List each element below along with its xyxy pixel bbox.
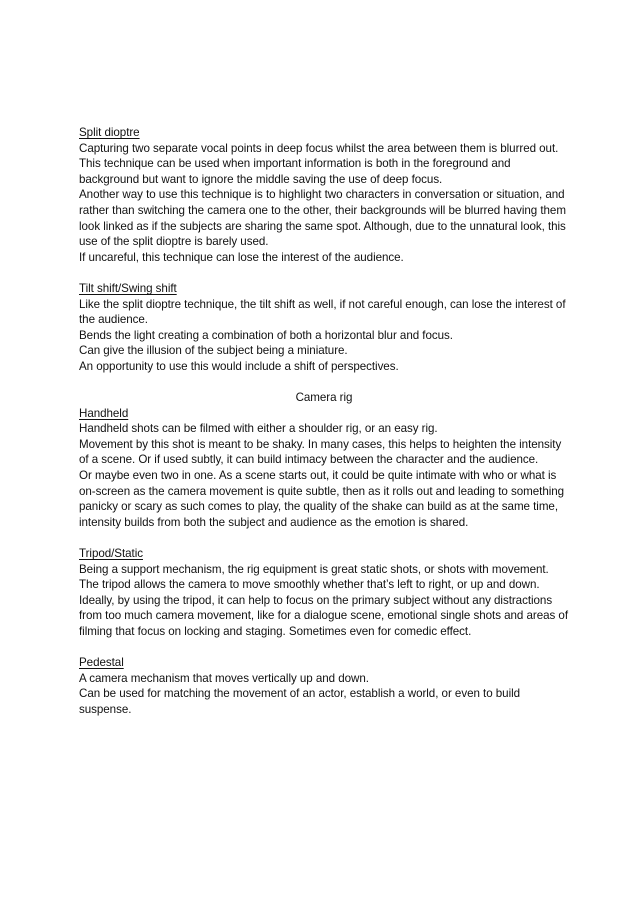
- spacer: [79, 375, 569, 391]
- section-tilt-shift: [79, 281, 569, 375]
- section-heading: Tilt shift/Swing shift: [79, 281, 177, 295]
- section-pedestal: [79, 655, 569, 717]
- spacer: [79, 530, 569, 546]
- paragraph: A camera mechanism that moves vertically up and down.: [79, 671, 369, 685]
- paragraph: Like the split dioptre technique, the tilt shift as well, if not careful enough, can lose the interest of the audience.: [79, 297, 566, 327]
- paragraph: This technique can be used when important information is both in the foreground and background but want to ignore the middle saving the use of deep focus.: [79, 157, 511, 186]
- paragraph: Can give the illusion of the subject being a miniature.: [79, 344, 348, 358]
- spacer: [79, 265, 569, 281]
- paragraph: Or maybe even two in one. As a scene starts out, it could be quite intimate with who or what is on-screen as the camera movement is quite subtle, then as it rolls out and leading to something panicky or scary as such comes to play, the quality of the shake can build as at the same time, intensity builds from both the subject and audience as the emotion is shared.: [79, 469, 565, 529]
- paragraph: Capturing two separate vocal points in deep focus whilst the area between them is blurred out.: [79, 141, 559, 155]
- section-handheld: [79, 406, 569, 531]
- section-heading: Split dioptre: [79, 126, 140, 139]
- paragraph: Can be used for matching the movement of an actor, establish a world, or even to build suspense.: [79, 687, 521, 716]
- document-page: [79, 125, 569, 718]
- paragraph: Ideally, by using the tripod, it can help to focus on the primary subject without any distractions from too much camera movement, like for a dialogue scene, emotional single shots and areas of filming that focus on locking and staging. Sometimes even for comedic effect.: [79, 593, 568, 638]
- paragraph: Bends the light creating a combination of both a horizontal blur and focus.: [79, 328, 453, 342]
- section-heading: Tripod/Static: [79, 547, 143, 561]
- spacer: [79, 640, 569, 656]
- page-subtitle-camera-rig: Camera rig: [295, 391, 353, 405]
- paragraph: An opportunity to use this would include a shift of perspectives.: [79, 359, 399, 373]
- section-tripod-static: [79, 546, 569, 640]
- paragraph: Movement by this shot is meant to be shaky. In many cases, this helps to heighten the intensity of a scene. Or if used subtly, it can build intimacy between the character and the audience.: [79, 437, 562, 467]
- paragraph: If uncareful, this technique can lose the interest of the audience.: [79, 250, 404, 264]
- paragraph: Handheld shots can be filmed with either a shoulder rig, or an easy rig.: [79, 422, 438, 436]
- paragraph: Being a support mechanism, the rig equipment is great static shots, or shots with movement.: [79, 562, 549, 576]
- paragraph: The tripod allows the camera to move smoothly whether that’s left to right, or up and down.: [79, 578, 540, 592]
- section-heading: Pedestal: [79, 656, 124, 670]
- paragraph: Another way to use this technique is to highlight two characters in conversation or situation, and rather than switching the camera one to the other, their backgrounds will be blurred having them look linked as if the subjects are sharing the same spot. Although, due to the unnatural look, this use of the split dioptre is barely used.: [79, 188, 566, 249]
- section-heading: Handheld: [79, 406, 129, 420]
- section-split-dioptre: [79, 125, 569, 265]
